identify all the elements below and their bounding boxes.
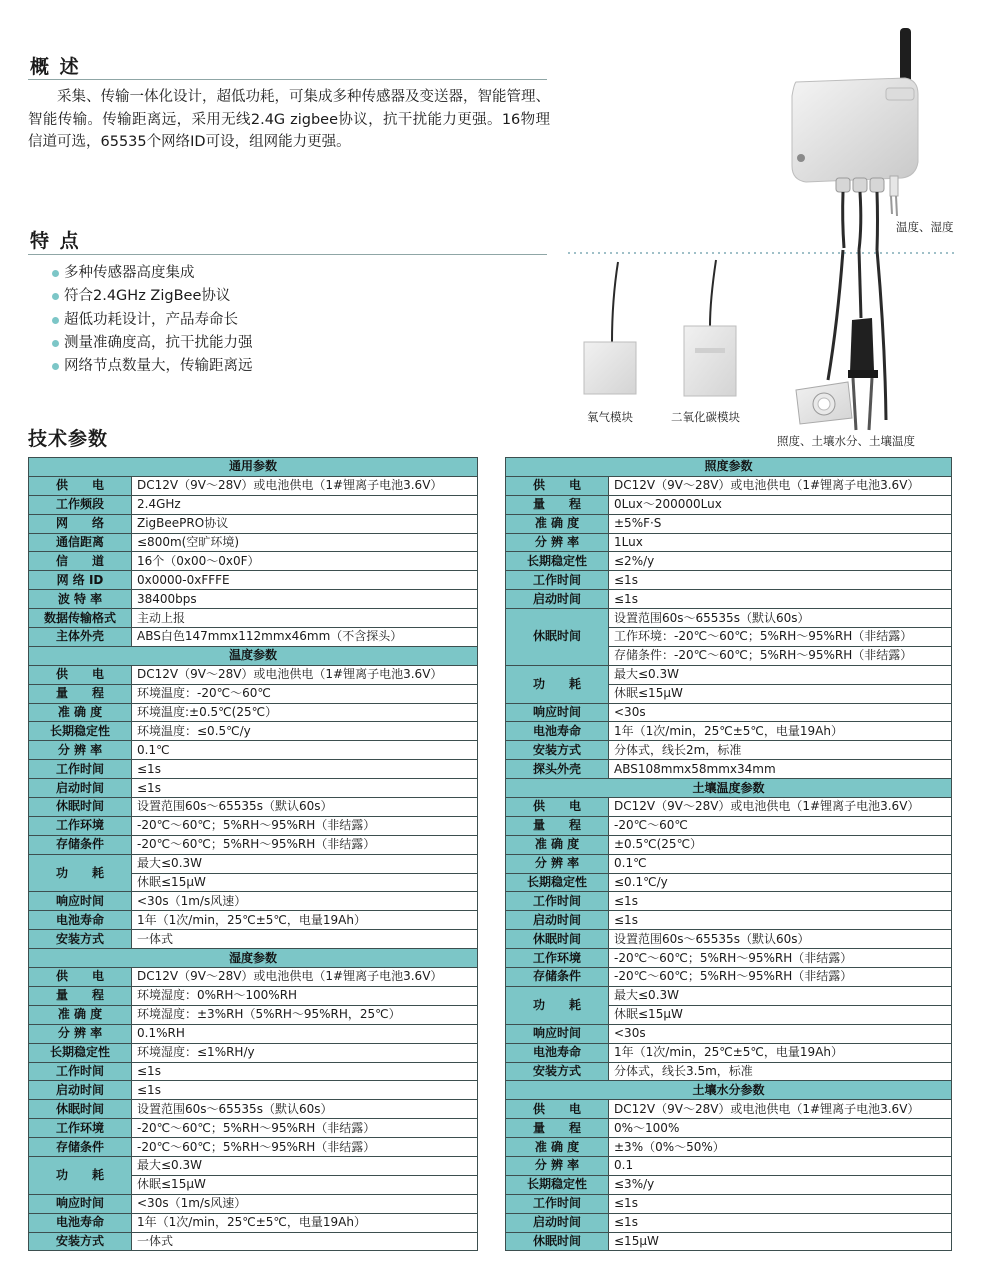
param-value: DC12V（9V～28V）或电池供电（1#锂离子电池3.6V） bbox=[609, 798, 952, 817]
table-row bbox=[29, 930, 478, 949]
table-row bbox=[29, 1062, 478, 1081]
param-value: ≤1s bbox=[609, 1213, 952, 1232]
table-row bbox=[29, 628, 478, 647]
param-name: 波 特 率 bbox=[29, 590, 132, 609]
table-row bbox=[29, 1043, 478, 1062]
param-value: 环境温度:±0.5℃(25℃） bbox=[132, 703, 478, 722]
table-row bbox=[29, 684, 478, 703]
param-value: ≤0.1℃/y bbox=[609, 873, 952, 892]
table-row bbox=[506, 930, 952, 949]
param-value: 最大≤0.3W bbox=[609, 665, 952, 684]
table-row bbox=[506, 495, 952, 514]
overview-text: 采集、传输一体化设计，超低功耗，可集成多种传感器及变送器，智能管理、智能传输。传输距离远，采用无线2.4G zigbee协议，抗干扰能力更强。16物理信道可选，65535个网络ID可设，组网能力更强。 bbox=[28, 89, 550, 150]
param-value: 分体式，线长2m，标准 bbox=[609, 741, 952, 760]
param-value: 设置范围60s～65535s（默认60s） bbox=[609, 930, 952, 949]
param-name: 响应时间 bbox=[29, 892, 132, 911]
param-name: 供 电 bbox=[29, 476, 132, 495]
table-row bbox=[506, 911, 952, 930]
param-name: 长期稳定性 bbox=[29, 722, 132, 741]
param-value: 0Lux～200000Lux bbox=[609, 495, 952, 514]
param-value: 0.1℃ bbox=[132, 741, 478, 760]
param-value: DC12V（9V～28V）或电池供电（1#锂离子电池3.6V） bbox=[132, 968, 478, 987]
param-value: <30s bbox=[609, 1024, 952, 1043]
param-value: 2.4GHz bbox=[132, 495, 478, 514]
param-value: ≤2%/y bbox=[609, 552, 952, 571]
param-value: ≤1s bbox=[609, 892, 952, 911]
section-header-row bbox=[29, 646, 478, 665]
param-value: 分体式，线长3.5m，标准 bbox=[609, 1062, 952, 1081]
param-name: 长期稳定性 bbox=[506, 873, 609, 892]
table-row bbox=[506, 1213, 952, 1232]
param-value: -20℃～60℃；5%RH～95%RH（非结露） bbox=[132, 835, 478, 854]
table-row bbox=[506, 816, 952, 835]
param-value: <30s bbox=[609, 703, 952, 722]
param-value: ZigBeePRO协议 bbox=[132, 514, 478, 533]
param-value: ≤800m(空旷环境) bbox=[132, 533, 478, 552]
feature-item: 超低功耗设计，产品寿命长 bbox=[50, 309, 253, 332]
param-value: 环境温度：≤0.5℃/y bbox=[132, 722, 478, 741]
param-name: 量 程 bbox=[29, 684, 132, 703]
table-row bbox=[506, 949, 952, 968]
param-value: -20℃～60℃；5%RH～95%RH（非结露） bbox=[132, 1138, 478, 1157]
param-name: 安装方式 bbox=[506, 741, 609, 760]
caption-temp-humidity: 温度、湿度 bbox=[896, 220, 954, 234]
param-name: 工作环境 bbox=[29, 816, 132, 835]
param-name: 量 程 bbox=[506, 816, 609, 835]
param-name: 工作频段 bbox=[29, 495, 132, 514]
param-value: 最大≤0.3W bbox=[609, 986, 952, 1005]
param-name: 功 耗 bbox=[506, 665, 609, 703]
feature-item: 测量准确度高，抗干扰能力强 bbox=[50, 332, 253, 355]
table-row bbox=[29, 533, 478, 552]
param-value: 0.1 bbox=[609, 1156, 952, 1175]
param-name: 休眠时间 bbox=[29, 1100, 132, 1119]
param-value: -20℃～60℃；5%RH～95%RH（非结露） bbox=[132, 1119, 478, 1138]
table-row bbox=[506, 552, 952, 571]
table-row bbox=[506, 533, 952, 552]
table-row bbox=[506, 476, 952, 495]
param-name: 网 络 bbox=[29, 514, 132, 533]
param-name: 工作时间 bbox=[506, 1194, 609, 1213]
param-name: 启动时间 bbox=[506, 1213, 609, 1232]
param-value: -20℃～60℃；5%RH～95%RH（非结露） bbox=[609, 968, 952, 987]
param-value: DC12V（9V～28V）或电池供电（1#锂离子电池3.6V） bbox=[132, 665, 478, 684]
param-value: ≤1s bbox=[609, 571, 952, 590]
param-name: 安装方式 bbox=[29, 930, 132, 949]
table-row bbox=[506, 703, 952, 722]
param-value: ≤1s bbox=[609, 1194, 952, 1213]
param-value: 存储条件：-20℃～60℃；5%RH～95%RH（非结露） bbox=[609, 646, 952, 665]
table-row bbox=[506, 873, 952, 892]
param-name: 供 电 bbox=[506, 476, 609, 495]
param-value: 休眠≤15μW bbox=[132, 1175, 478, 1194]
param-name: 电池寿命 bbox=[29, 911, 132, 930]
table-row bbox=[506, 741, 952, 760]
param-value: 工作环境：-20℃～60℃；5%RH～95%RH（非结露） bbox=[609, 628, 952, 647]
table-row bbox=[29, 779, 478, 798]
param-name: 电池寿命 bbox=[506, 722, 609, 741]
section-header: 湿度参数 bbox=[29, 949, 478, 968]
param-name: 功 耗 bbox=[506, 986, 609, 1024]
feature-item: 网络节点数量大，传输距离远 bbox=[50, 355, 253, 378]
oxygen-module-icon bbox=[584, 342, 636, 394]
param-value: DC12V（9V～28V）或电池供电（1#锂离子电池3.6V） bbox=[609, 1100, 952, 1119]
table-row bbox=[29, 495, 478, 514]
table-row bbox=[29, 1024, 478, 1043]
param-name: 准 确 度 bbox=[506, 514, 609, 533]
table-row bbox=[506, 986, 952, 1005]
spec-table-right bbox=[505, 457, 952, 1251]
param-value: 环境湿度：≤1%RH/y bbox=[132, 1043, 478, 1062]
param-name: 休眠时间 bbox=[29, 798, 132, 817]
table-row bbox=[29, 760, 478, 779]
param-name: 信 道 bbox=[29, 552, 132, 571]
param-value: ±3%（0%～50%） bbox=[609, 1138, 952, 1157]
param-name: 工作环境 bbox=[29, 1119, 132, 1138]
param-value: 环境温度：-20℃～60℃ bbox=[132, 684, 478, 703]
table-row bbox=[506, 1100, 952, 1119]
param-name: 电池寿命 bbox=[506, 1043, 609, 1062]
table-row bbox=[29, 665, 478, 684]
table-row bbox=[506, 854, 952, 873]
param-name: 长期稳定性 bbox=[506, 552, 609, 571]
caption-oxygen: 氧气模块 bbox=[587, 410, 633, 424]
section-header-row bbox=[506, 1081, 952, 1100]
feature-item: 符合2.4GHz ZigBee协议 bbox=[50, 285, 253, 308]
table-row bbox=[506, 760, 952, 779]
param-name: 工作时间 bbox=[506, 571, 609, 590]
param-value: 设置范围60s～65535s（默认60s） bbox=[609, 609, 952, 628]
param-value: 设置范围60s～65535s（默认60s） bbox=[132, 1100, 478, 1119]
table-row bbox=[506, 892, 952, 911]
param-value: ≤1s bbox=[132, 1081, 478, 1100]
param-value: DC12V（9V～28V）或电池供电（1#锂离子电池3.6V） bbox=[609, 476, 952, 495]
param-value: 休眠≤15μW bbox=[609, 684, 952, 703]
feature-item: 多种传感器高度集成 bbox=[50, 262, 253, 285]
param-value: 0.1%RH bbox=[132, 1024, 478, 1043]
features-list bbox=[50, 262, 253, 378]
table-row bbox=[506, 665, 952, 684]
table-row bbox=[29, 911, 478, 930]
param-value: 环境湿度：±3%RH（5%RH～95%RH，25℃） bbox=[132, 1005, 478, 1024]
product-illustration bbox=[560, 20, 970, 450]
param-name: 启动时间 bbox=[29, 779, 132, 798]
param-value: 16个（0x00～0x0F） bbox=[132, 552, 478, 571]
table-row bbox=[506, 722, 952, 741]
table-row bbox=[29, 835, 478, 854]
param-value: 休眠≤15μW bbox=[609, 1005, 952, 1024]
section-header: 照度参数 bbox=[506, 458, 952, 477]
table-row bbox=[506, 798, 952, 817]
table-row bbox=[506, 1024, 952, 1043]
table-row bbox=[29, 1081, 478, 1100]
param-name: 存储条件 bbox=[29, 835, 132, 854]
param-name: 分 辨 率 bbox=[29, 741, 132, 760]
param-name: 量 程 bbox=[506, 495, 609, 514]
overview-title: 概 述 bbox=[30, 56, 81, 78]
param-name: 启动时间 bbox=[29, 1081, 132, 1100]
param-name: 供 电 bbox=[506, 1100, 609, 1119]
param-name: 功 耗 bbox=[29, 854, 132, 892]
param-name: 分 辨 率 bbox=[506, 1156, 609, 1175]
table-row bbox=[29, 1213, 478, 1232]
overview-rule bbox=[28, 79, 547, 80]
spec-table-left bbox=[28, 457, 478, 1251]
table-row bbox=[506, 1043, 952, 1062]
table-row bbox=[506, 514, 952, 533]
param-value: DC12V（9V～28V）或电池供电（1#锂离子电池3.6V） bbox=[132, 476, 478, 495]
table-row bbox=[29, 798, 478, 817]
param-name: 休眠时间 bbox=[506, 930, 609, 949]
param-value: -20℃～60℃；5%RH～95%RH（非结露） bbox=[609, 949, 952, 968]
param-name: 网 络 ID bbox=[29, 571, 132, 590]
table-row bbox=[506, 968, 952, 987]
param-name: 分 辨 率 bbox=[29, 1024, 132, 1043]
table-row bbox=[506, 1138, 952, 1157]
param-value: ±5%F·S bbox=[609, 514, 952, 533]
param-value: 最大≤0.3W bbox=[132, 854, 478, 873]
param-name: 休眠时间 bbox=[506, 1232, 609, 1251]
table-row bbox=[29, 1138, 478, 1157]
table-row bbox=[29, 552, 478, 571]
table-row bbox=[506, 1119, 952, 1138]
table-row bbox=[506, 590, 952, 609]
param-name: 响应时间 bbox=[506, 1024, 609, 1043]
table-row bbox=[29, 514, 478, 533]
table-row bbox=[29, 571, 478, 590]
table-row bbox=[29, 703, 478, 722]
param-name: 分 辨 率 bbox=[506, 533, 609, 552]
param-value: ≤1s bbox=[609, 911, 952, 930]
section-header-row bbox=[29, 458, 478, 477]
param-value: 设置范围60s～65535s（默认60s） bbox=[132, 798, 478, 817]
features-title: 特 点 bbox=[30, 230, 81, 252]
param-name: 长期稳定性 bbox=[29, 1043, 132, 1062]
table-row bbox=[29, 854, 478, 873]
caption-co2: 二氧化碳模块 bbox=[671, 410, 740, 424]
features-rule bbox=[28, 254, 547, 255]
specs-title: 技术参数 bbox=[28, 428, 109, 450]
param-value: ≤3%/y bbox=[609, 1175, 952, 1194]
param-value: 1年（1次/min，25℃±5℃，电量19Ah） bbox=[609, 1043, 952, 1062]
param-name: 通信距离 bbox=[29, 533, 132, 552]
table-row bbox=[506, 835, 952, 854]
param-name: 启动时间 bbox=[506, 911, 609, 930]
caption-soil-light: 照度、土壤水分、土壤温度 bbox=[777, 434, 915, 448]
table-row bbox=[506, 1156, 952, 1175]
param-value: 一体式 bbox=[132, 1232, 478, 1251]
table-row bbox=[506, 609, 952, 628]
section-header: 通用参数 bbox=[29, 458, 478, 477]
param-value: -20℃～60℃；5%RH～95%RH（非结露） bbox=[132, 816, 478, 835]
co2-module-icon bbox=[684, 326, 736, 396]
param-name: 安装方式 bbox=[506, 1062, 609, 1081]
param-value: ≤1s bbox=[132, 760, 478, 779]
param-name: 量 程 bbox=[29, 986, 132, 1005]
param-name: 准 确 度 bbox=[29, 703, 132, 722]
param-name: 准 确 度 bbox=[506, 835, 609, 854]
table-row bbox=[29, 1232, 478, 1251]
param-value: 1Lux bbox=[609, 533, 952, 552]
section-header: 土壤温度参数 bbox=[506, 779, 952, 798]
param-value: 最大≤0.3W bbox=[132, 1156, 478, 1175]
param-name: 供 电 bbox=[29, 968, 132, 987]
param-name: 启动时间 bbox=[506, 590, 609, 609]
param-name: 准 确 度 bbox=[506, 1138, 609, 1157]
param-name: 工作时间 bbox=[29, 1062, 132, 1081]
param-value: 1年（1次/min，25℃±5℃，电量19Ah） bbox=[132, 1213, 478, 1232]
param-value: ≤1s bbox=[132, 1062, 478, 1081]
section-header: 土壤水分参数 bbox=[506, 1081, 952, 1100]
param-value: 休眠≤15μW bbox=[132, 873, 478, 892]
param-value: ABS白色147mmx112mmx46mm（不含探头） bbox=[132, 628, 478, 647]
param-value: <30s（1m/s风速） bbox=[132, 1194, 478, 1213]
section-header-row bbox=[506, 458, 952, 477]
table-row bbox=[29, 1156, 478, 1175]
product-photo-svg bbox=[560, 20, 970, 450]
param-name: 存储条件 bbox=[506, 968, 609, 987]
section-header-row bbox=[29, 949, 478, 968]
param-name: 工作时间 bbox=[29, 760, 132, 779]
param-value: <30s（1m/s风速） bbox=[132, 892, 478, 911]
param-name: 供 电 bbox=[29, 665, 132, 684]
table-row bbox=[29, 590, 478, 609]
param-name: 工作时间 bbox=[506, 892, 609, 911]
table-row bbox=[506, 1232, 952, 1251]
param-name: 分 辨 率 bbox=[506, 854, 609, 873]
param-value: 1年（1次/min，25℃±5℃，电量19Ah） bbox=[132, 911, 478, 930]
param-value: ±0.5℃(25℃） bbox=[609, 835, 952, 854]
param-value: 主动上报 bbox=[132, 609, 478, 628]
param-value: ≤1s bbox=[609, 590, 952, 609]
param-value: 0.1℃ bbox=[609, 854, 952, 873]
param-name: 功 耗 bbox=[29, 1156, 132, 1194]
param-name: 量 程 bbox=[506, 1119, 609, 1138]
table-row bbox=[29, 968, 478, 987]
table-row bbox=[29, 1194, 478, 1213]
param-name: 休眠时间 bbox=[506, 609, 609, 666]
table-row bbox=[506, 1175, 952, 1194]
param-value: 38400bps bbox=[132, 590, 478, 609]
param-value: ABS108mmx58mmx34mm bbox=[609, 760, 952, 779]
table-row bbox=[29, 892, 478, 911]
table-row bbox=[29, 1005, 478, 1024]
param-name: 响应时间 bbox=[29, 1194, 132, 1213]
section-header-row bbox=[506, 779, 952, 798]
table-row bbox=[29, 1100, 478, 1119]
param-value: ≤1s bbox=[132, 779, 478, 798]
section-header: 温度参数 bbox=[29, 646, 478, 665]
table-row bbox=[29, 722, 478, 741]
param-value: 环境湿度：0%RH～100%RH bbox=[132, 986, 478, 1005]
param-name: 长期稳定性 bbox=[506, 1175, 609, 1194]
param-name: 供 电 bbox=[506, 798, 609, 817]
table-row bbox=[29, 609, 478, 628]
table-row bbox=[29, 1119, 478, 1138]
param-name: 准 确 度 bbox=[29, 1005, 132, 1024]
param-value: 0x0000-0xFFFE bbox=[132, 571, 478, 590]
param-name: 安装方式 bbox=[29, 1232, 132, 1251]
table-row bbox=[29, 986, 478, 1005]
table-row bbox=[29, 476, 478, 495]
param-value: ≤15μW bbox=[609, 1232, 952, 1251]
param-name: 响应时间 bbox=[506, 703, 609, 722]
param-name: 工作环境 bbox=[506, 949, 609, 968]
param-name: 探头外壳 bbox=[506, 760, 609, 779]
table-row bbox=[506, 1062, 952, 1081]
param-value: -20℃～60℃ bbox=[609, 816, 952, 835]
param-name: 数据传输格式 bbox=[29, 609, 132, 628]
param-value: 1年（1次/min，25℃±5℃，电量19Ah） bbox=[609, 722, 952, 741]
param-name: 存储条件 bbox=[29, 1138, 132, 1157]
param-value: 一体式 bbox=[132, 930, 478, 949]
param-name: 主体外壳 bbox=[29, 628, 132, 647]
table-row bbox=[29, 741, 478, 760]
param-value: 0%～100% bbox=[609, 1119, 952, 1138]
soil-probe-icon bbox=[850, 318, 874, 372]
table-row bbox=[506, 571, 952, 590]
table-row bbox=[506, 1194, 952, 1213]
table-row bbox=[29, 816, 478, 835]
param-name: 电池寿命 bbox=[29, 1213, 132, 1232]
